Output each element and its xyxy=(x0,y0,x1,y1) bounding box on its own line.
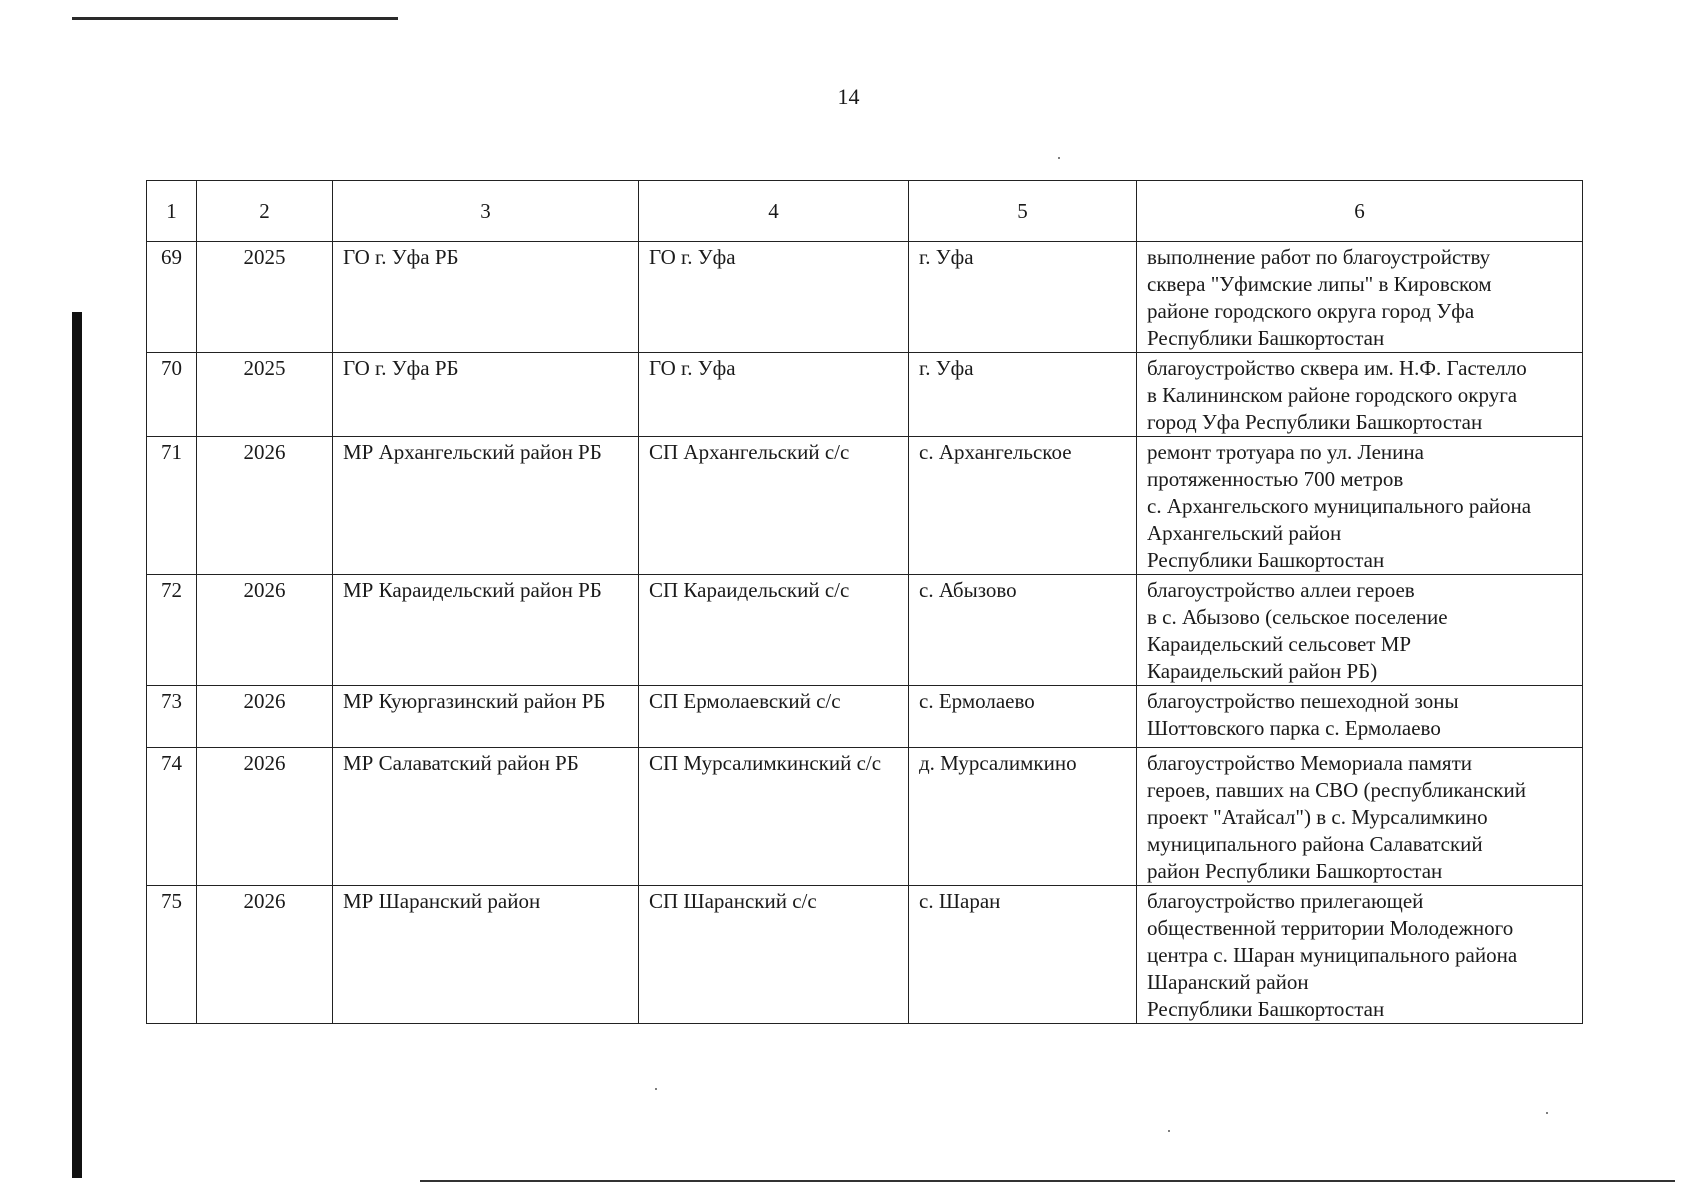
row-locality: д. Мурсалимкино xyxy=(909,748,1137,886)
row-description xyxy=(1137,748,1583,886)
table-header-row xyxy=(147,181,1583,242)
description-line: благоустройство сквера им. Н.Ф. Гастелло xyxy=(1147,356,1527,380)
row-number: 72 xyxy=(147,575,197,686)
row-settlement: СП Ермолаевский с/с xyxy=(639,686,909,748)
table-row xyxy=(147,242,1583,353)
row-settlement: СП Архангельский с/с xyxy=(639,437,909,575)
description-line: район Республики Башкортостан xyxy=(1147,859,1443,883)
scan-speck xyxy=(655,1088,657,1090)
description-line: ремонт тротуара по ул. Ленина xyxy=(1147,440,1424,464)
row-locality: г. Уфа xyxy=(909,353,1137,437)
row-locality: с. Архангельское xyxy=(909,437,1137,575)
description-line: центра с. Шаран муниципального района xyxy=(1147,943,1518,967)
row-description xyxy=(1137,575,1583,686)
row-number: 70 xyxy=(147,353,197,437)
projects-table xyxy=(146,180,1583,1024)
header-cell: 4 xyxy=(639,181,909,242)
description-line: благоустройство прилегающей xyxy=(1147,889,1424,913)
row-locality: г. Уфа xyxy=(909,242,1137,353)
header-cell: 2 xyxy=(197,181,333,242)
scan-speck xyxy=(1546,1112,1548,1114)
row-year: 2026 xyxy=(197,575,333,686)
description-line: в Калининском районе городского округа xyxy=(1147,383,1518,407)
table-row xyxy=(147,686,1583,748)
row-settlement: ГО г. Уфа xyxy=(639,353,909,437)
page-number: 14 xyxy=(837,84,860,109)
table-row xyxy=(147,353,1583,437)
description-line: муниципального района Салаватский xyxy=(1147,832,1483,856)
table-row xyxy=(147,575,1583,686)
description-line: протяженностью 700 метров xyxy=(1147,467,1404,491)
row-description xyxy=(1137,437,1583,575)
row-year: 2026 xyxy=(197,748,333,886)
row-district: МР Куюргазинский район РБ xyxy=(333,686,639,748)
row-settlement: СП Мурсалимкинский с/с xyxy=(639,748,909,886)
row-year: 2025 xyxy=(197,353,333,437)
row-district: МР Архангельский район РБ xyxy=(333,437,639,575)
scan-speck xyxy=(1058,157,1060,159)
header-cell: 5 xyxy=(909,181,1137,242)
description-line: Караидельский район РБ) xyxy=(1147,659,1378,683)
row-locality: с. Абызово xyxy=(909,575,1137,686)
description-line: проект "Атайсал") в с. Мурсалимкино xyxy=(1147,805,1488,829)
row-year: 2026 xyxy=(197,686,333,748)
description-line: благоустройство аллеи героев xyxy=(1147,578,1415,602)
row-settlement: СП Караидельский с/с xyxy=(639,575,909,686)
description-line: в с. Абызово (сельское поселение xyxy=(1147,605,1448,629)
description-line: благоустройство Мемориала памяти xyxy=(1147,751,1472,775)
scan-left-edge xyxy=(72,312,82,1178)
description-line: общественной территории Молодежного xyxy=(1147,916,1514,940)
description-line: районе городского округа город Уфа xyxy=(1147,299,1475,323)
row-number: 75 xyxy=(147,886,197,1024)
table-row xyxy=(147,886,1583,1024)
description-line: Архангельский район xyxy=(1147,521,1342,545)
row-district: МР Караидельский район РБ xyxy=(333,575,639,686)
row-district: МР Салаватский район РБ xyxy=(333,748,639,886)
description-line: Республики Башкортостан xyxy=(1147,326,1385,350)
description-line: Шоттовского парка с. Ермолаево xyxy=(1147,716,1441,740)
header-cell: 1 xyxy=(147,181,197,242)
row-district: МР Шаранский район xyxy=(333,886,639,1024)
table-row xyxy=(147,748,1583,886)
row-number: 74 xyxy=(147,748,197,886)
scan-bottom-line xyxy=(420,1180,1675,1182)
row-district: ГО г. Уфа РБ xyxy=(333,242,639,353)
description-line: благоустройство пешеходной зоны xyxy=(1147,689,1459,713)
table-row xyxy=(147,437,1583,575)
description-line: выполнение работ по благоустройству xyxy=(1147,245,1491,269)
row-description xyxy=(1137,686,1583,748)
row-year: 2026 xyxy=(197,886,333,1024)
row-number: 73 xyxy=(147,686,197,748)
description-line: город Уфа Республики Башкортостан xyxy=(1147,410,1483,434)
row-year: 2025 xyxy=(197,242,333,353)
description-line: Республики Башкортостан xyxy=(1147,548,1385,572)
description-line: героев, павших на СВО (республиканский xyxy=(1147,778,1526,802)
description-line: Караидельский сельсовет МР xyxy=(1147,632,1412,656)
row-year: 2026 xyxy=(197,437,333,575)
row-description xyxy=(1137,242,1583,353)
scan-top-line xyxy=(72,17,398,20)
row-number: 69 xyxy=(147,242,197,353)
description-line: Республики Башкортостан xyxy=(1147,997,1385,1021)
header-cell: 6 xyxy=(1137,181,1583,242)
row-locality: с. Ермолаево xyxy=(909,686,1137,748)
description-line: сквера "Уфимские липы" в Кировском xyxy=(1147,272,1492,296)
description-line: с. Архангельского муниципального района xyxy=(1147,494,1532,518)
description-line: Шаранский район xyxy=(1147,970,1309,994)
row-description xyxy=(1137,886,1583,1024)
row-number: 71 xyxy=(147,437,197,575)
row-locality: с. Шаран xyxy=(909,886,1137,1024)
row-settlement: СП Шаранский с/с xyxy=(639,886,909,1024)
header-cell: 3 xyxy=(333,181,639,242)
scan-speck xyxy=(1168,1130,1170,1132)
row-description xyxy=(1137,353,1583,437)
row-district: ГО г. Уфа РБ xyxy=(333,353,639,437)
row-settlement: ГО г. Уфа xyxy=(639,242,909,353)
